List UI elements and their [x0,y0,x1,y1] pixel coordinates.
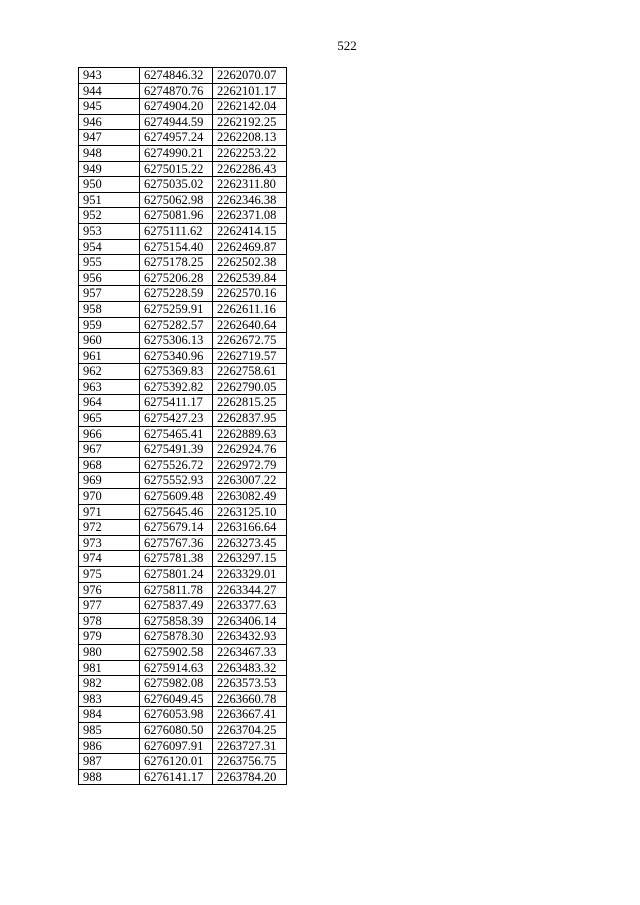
y-coordinate-cell: 2263273.45 [213,535,287,551]
point-number-cell: 947 [79,130,140,146]
y-coordinate-cell: 2262502.38 [213,255,287,271]
x-coordinate-cell: 6275411.17 [140,395,213,411]
y-coordinate-cell: 2263467.33 [213,644,287,660]
y-coordinate-cell: 2262101.17 [213,83,287,99]
point-number-cell: 980 [79,644,140,660]
y-coordinate-cell: 2263573.53 [213,676,287,692]
y-coordinate-cell: 2263297.15 [213,551,287,567]
table-row [79,145,287,161]
x-coordinate-cell: 6275526.72 [140,457,213,473]
y-coordinate-cell: 2262070.07 [213,68,287,84]
y-coordinate-cell: 2262924.76 [213,442,287,458]
y-coordinate-cell: 2263007.22 [213,473,287,489]
point-number-cell: 953 [79,223,140,239]
point-number-cell: 965 [79,411,140,427]
y-coordinate-cell: 2263784.20 [213,769,287,785]
table-row [79,192,287,208]
y-coordinate-cell: 2263082.49 [213,489,287,505]
y-coordinate-cell: 2262889.63 [213,426,287,442]
table-row [79,489,287,505]
x-coordinate-cell: 6276053.98 [140,707,213,723]
y-coordinate-cell: 2262142.04 [213,99,287,115]
x-coordinate-cell: 6275062.98 [140,192,213,208]
point-number-cell: 977 [79,598,140,614]
y-coordinate-cell: 2262815.25 [213,395,287,411]
x-coordinate-cell: 6276141.17 [140,769,213,785]
table-row [79,426,287,442]
x-coordinate-cell: 6276097.91 [140,738,213,754]
table-row [79,457,287,473]
y-coordinate-cell: 2263432.93 [213,629,287,645]
point-number-cell: 945 [79,99,140,115]
x-coordinate-cell: 6275878.30 [140,629,213,645]
point-number-cell: 967 [79,442,140,458]
table-row [79,99,287,115]
point-number-cell: 971 [79,504,140,520]
table-row [79,83,287,99]
point-number-cell: 944 [79,83,140,99]
table-row [79,707,287,723]
point-number-cell: 979 [79,629,140,645]
table-row [79,333,287,349]
x-coordinate-cell: 6275837.49 [140,598,213,614]
y-coordinate-cell: 2262371.08 [213,208,287,224]
point-number-cell: 987 [79,754,140,770]
table-row [79,239,287,255]
x-coordinate-cell: 6275111.62 [140,223,213,239]
x-coordinate-cell: 6276080.50 [140,722,213,738]
table-row [79,769,287,785]
point-number-cell: 964 [79,395,140,411]
table-row [79,722,287,738]
y-coordinate-cell: 2263329.01 [213,567,287,583]
table-row [79,676,287,692]
coordinates-table [78,67,287,785]
coordinates-table-body [79,68,287,785]
x-coordinate-cell: 6275679.14 [140,520,213,536]
x-coordinate-cell: 6275781.38 [140,551,213,567]
x-coordinate-cell: 6275178.25 [140,255,213,271]
x-coordinate-cell: 6275392.82 [140,379,213,395]
table-row [79,348,287,364]
x-coordinate-cell: 6275982.08 [140,676,213,692]
point-number-cell: 968 [79,457,140,473]
point-number-cell: 978 [79,613,140,629]
point-number-cell: 950 [79,177,140,193]
point-number-cell: 986 [79,738,140,754]
x-coordinate-cell: 6275081.96 [140,208,213,224]
y-coordinate-cell: 2262253.22 [213,145,287,161]
x-coordinate-cell: 6275259.91 [140,301,213,317]
x-coordinate-cell: 6275427.23 [140,411,213,427]
x-coordinate-cell: 6275306.13 [140,333,213,349]
x-coordinate-cell: 6275369.83 [140,364,213,380]
x-coordinate-cell: 6276120.01 [140,754,213,770]
table-row [79,208,287,224]
x-coordinate-cell: 6275228.59 [140,286,213,302]
x-coordinate-cell: 6275015.22 [140,161,213,177]
y-coordinate-cell: 2262208.13 [213,130,287,146]
point-number-cell: 969 [79,473,140,489]
x-coordinate-cell: 6275609.48 [140,489,213,505]
point-number-cell: 981 [79,660,140,676]
y-coordinate-cell: 2263406.14 [213,613,287,629]
x-coordinate-cell: 6275811.78 [140,582,213,598]
x-coordinate-cell: 6274957.24 [140,130,213,146]
point-number-cell: 957 [79,286,140,302]
y-coordinate-cell: 2263667.41 [213,707,287,723]
x-coordinate-cell: 6275902.58 [140,644,213,660]
table-row [79,411,287,427]
y-coordinate-cell: 2262719.57 [213,348,287,364]
point-number-cell: 975 [79,567,140,583]
x-coordinate-cell: 6275767.36 [140,535,213,551]
y-coordinate-cell: 2262539.84 [213,270,287,286]
point-number-cell: 952 [79,208,140,224]
y-coordinate-cell: 2262611.16 [213,301,287,317]
point-number-cell: 963 [79,379,140,395]
y-coordinate-cell: 2262672.75 [213,333,287,349]
y-coordinate-cell: 2262972.79 [213,457,287,473]
point-number-cell: 958 [79,301,140,317]
table-row [79,567,287,583]
table-row [79,161,287,177]
x-coordinate-cell: 6274846.32 [140,68,213,84]
page-number: 522 [337,38,357,53]
table-row [79,644,287,660]
table-row [79,114,287,130]
x-coordinate-cell: 6275552.93 [140,473,213,489]
point-number-cell: 985 [79,722,140,738]
point-number-cell: 970 [79,489,140,505]
point-number-cell: 982 [79,676,140,692]
table-row [79,301,287,317]
table-row [79,535,287,551]
y-coordinate-cell: 2263704.25 [213,722,287,738]
point-number-cell: 961 [79,348,140,364]
y-coordinate-cell: 2262790.05 [213,379,287,395]
point-number-cell: 976 [79,582,140,598]
point-number-cell: 954 [79,239,140,255]
table-row [79,255,287,271]
x-coordinate-cell: 6276049.45 [140,691,213,707]
point-number-cell: 984 [79,707,140,723]
table-row [79,317,287,333]
point-number-cell: 955 [79,255,140,271]
table-row [79,629,287,645]
point-number-cell: 983 [79,691,140,707]
y-coordinate-cell: 2262414.15 [213,223,287,239]
y-coordinate-cell: 2263483.32 [213,660,287,676]
table-row [79,286,287,302]
x-coordinate-cell: 6274990.21 [140,145,213,161]
point-number-cell: 962 [79,364,140,380]
y-coordinate-cell: 2262837.95 [213,411,287,427]
point-number-cell: 972 [79,520,140,536]
x-coordinate-cell: 6275645.46 [140,504,213,520]
table-row [79,754,287,770]
y-coordinate-cell: 2262758.61 [213,364,287,380]
table-row [79,738,287,754]
x-coordinate-cell: 6275491.39 [140,442,213,458]
y-coordinate-cell: 2262346.38 [213,192,287,208]
point-number-cell: 949 [79,161,140,177]
point-number-cell: 974 [79,551,140,567]
x-coordinate-cell: 6275035.02 [140,177,213,193]
x-coordinate-cell: 6274870.76 [140,83,213,99]
y-coordinate-cell: 2262286.43 [213,161,287,177]
table-row [79,395,287,411]
table-row [79,130,287,146]
y-coordinate-cell: 2263125.10 [213,504,287,520]
y-coordinate-cell: 2263660.78 [213,691,287,707]
y-coordinate-cell: 2263756.75 [213,754,287,770]
y-coordinate-cell: 2262311.80 [213,177,287,193]
x-coordinate-cell: 6274904.20 [140,99,213,115]
x-coordinate-cell: 6274944.59 [140,114,213,130]
table-row [79,364,287,380]
table-row [79,520,287,536]
table-row [79,691,287,707]
point-number-cell: 959 [79,317,140,333]
x-coordinate-cell: 6275858.39 [140,613,213,629]
table-row [79,68,287,84]
x-coordinate-cell: 6275282.57 [140,317,213,333]
table-row [79,504,287,520]
table-row [79,598,287,614]
point-number-cell: 948 [79,145,140,161]
table-row [79,582,287,598]
table-row [79,442,287,458]
table-row [79,660,287,676]
x-coordinate-cell: 6275340.96 [140,348,213,364]
point-number-cell: 943 [79,68,140,84]
point-number-cell: 988 [79,769,140,785]
table-row [79,473,287,489]
y-coordinate-cell: 2263377.63 [213,598,287,614]
y-coordinate-cell: 2262640.64 [213,317,287,333]
point-number-cell: 956 [79,270,140,286]
y-coordinate-cell: 2263727.31 [213,738,287,754]
y-coordinate-cell: 2262570.16 [213,286,287,302]
y-coordinate-cell: 2263166.64 [213,520,287,536]
point-number-cell: 973 [79,535,140,551]
y-coordinate-cell: 2262192.25 [213,114,287,130]
x-coordinate-cell: 6275914.63 [140,660,213,676]
x-coordinate-cell: 6275465.41 [140,426,213,442]
point-number-cell: 966 [79,426,140,442]
x-coordinate-cell: 6275801.24 [140,567,213,583]
point-number-cell: 946 [79,114,140,130]
x-coordinate-cell: 6275206.28 [140,270,213,286]
y-coordinate-cell: 2262469.87 [213,239,287,255]
table-row [79,223,287,239]
x-coordinate-cell: 6275154.40 [140,239,213,255]
table-row [79,270,287,286]
y-coordinate-cell: 2263344.27 [213,582,287,598]
table-row [79,379,287,395]
table-row [79,177,287,193]
table-row [79,613,287,629]
point-number-cell: 960 [79,333,140,349]
table-row [79,551,287,567]
point-number-cell: 951 [79,192,140,208]
